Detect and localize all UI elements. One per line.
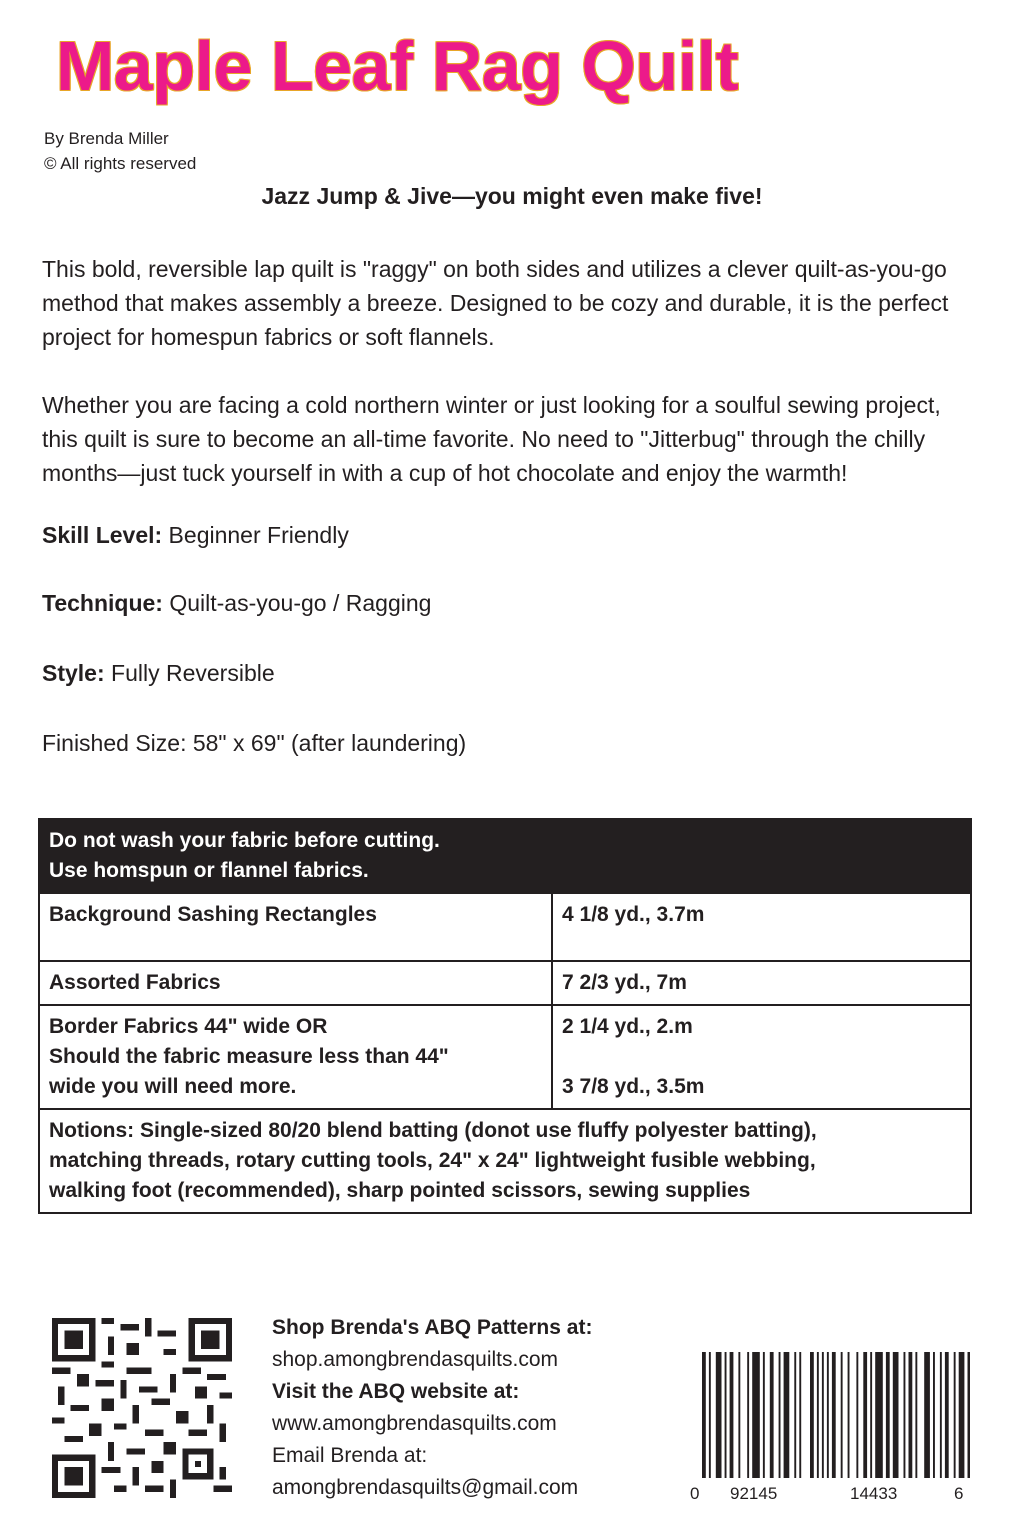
amount-line: 2 1/4 yd., 2.m bbox=[562, 1015, 693, 1038]
barcode-bar bbox=[915, 1352, 917, 1478]
skill-value: Beginner Friendly bbox=[162, 522, 349, 548]
barcode-icon bbox=[688, 1352, 970, 1482]
notions-line: Notions: Single-sized 80/20 blend batting (donot use fluffy polyester batting), bbox=[49, 1119, 817, 1142]
barcode-bar bbox=[875, 1352, 883, 1478]
barcode-bar bbox=[954, 1352, 956, 1478]
barcode-bar bbox=[822, 1352, 824, 1478]
barcode-bar bbox=[738, 1352, 740, 1478]
style-label: Style: bbox=[42, 660, 105, 686]
finished-size: Finished Size: 58" x 69" (after laundering) bbox=[42, 730, 467, 756]
barcode-bar bbox=[702, 1352, 706, 1478]
item-cell: Assorted Fabrics bbox=[39, 961, 552, 1005]
barcode-bar bbox=[848, 1352, 850, 1478]
barcode-bar bbox=[779, 1352, 781, 1478]
barcode-bar bbox=[827, 1352, 829, 1478]
barcode-bar bbox=[763, 1352, 765, 1478]
table-header-row bbox=[39, 819, 971, 893]
table-header-cell bbox=[552, 819, 971, 893]
item-cell: Background Sashing Rectangles bbox=[39, 893, 552, 961]
fabric-requirements-table bbox=[38, 818, 972, 1214]
shop-link[interactable]: shop.amongbrendasquilts.com bbox=[272, 1348, 559, 1371]
amount-cell: 4 1/8 yd., 3.7m bbox=[552, 893, 971, 961]
amount-cell: 7 2/3 yd., 7m bbox=[552, 961, 971, 1005]
barcode-bar bbox=[841, 1352, 843, 1478]
shop-label: Shop Brenda's ABQ Patterns at: bbox=[272, 1316, 593, 1339]
notions-line: matching threads, rotary cutting tools, 24" x 24" lightweight fusible webbing, bbox=[49, 1149, 816, 1172]
amount-spacer bbox=[562, 1042, 961, 1072]
skill-label: Skill Level: bbox=[42, 522, 163, 548]
barcode-bar bbox=[709, 1352, 711, 1478]
barcode-bar bbox=[817, 1352, 819, 1478]
item-cell bbox=[39, 1005, 552, 1109]
barcode-bar bbox=[770, 1352, 774, 1478]
barcode-bar bbox=[799, 1352, 801, 1478]
header-line: Do not wash your fabric before cutting. bbox=[49, 829, 440, 852]
barcode-bar bbox=[832, 1352, 836, 1478]
border-line: wide you will need more. bbox=[49, 1075, 297, 1098]
barcode-bar bbox=[893, 1352, 899, 1478]
barcode-digits: 92145 bbox=[730, 1484, 778, 1503]
barcode-bar bbox=[863, 1352, 867, 1478]
barcode-bar bbox=[716, 1352, 722, 1478]
email-link[interactable]: amongbrendasquilts@gmail.com bbox=[272, 1476, 579, 1499]
barcode-bar bbox=[909, 1352, 913, 1478]
page-title: Maple Leaf Rag Quilt bbox=[56, 27, 739, 105]
border-line: Border Fabrics 44" wide OR bbox=[49, 1015, 328, 1038]
shop-info bbox=[272, 1312, 592, 1504]
amount-cell bbox=[552, 1005, 971, 1109]
table-header-cell bbox=[39, 819, 552, 893]
byline bbox=[44, 126, 196, 176]
qr-code-icon[interactable] bbox=[52, 1318, 232, 1498]
barcode-bar bbox=[933, 1352, 935, 1478]
barcode-bar bbox=[904, 1352, 906, 1478]
barcode-bar bbox=[794, 1352, 796, 1478]
technique bbox=[42, 590, 431, 617]
table-row bbox=[39, 893, 971, 961]
author: By Brenda Miller bbox=[44, 129, 169, 148]
barcode-bar bbox=[870, 1352, 872, 1478]
barcode-bar bbox=[747, 1352, 749, 1478]
barcode-digit: 6 bbox=[954, 1484, 964, 1503]
barcode-bar bbox=[856, 1352, 858, 1478]
barcode-bar bbox=[924, 1352, 930, 1478]
style-value: Fully Reversible bbox=[104, 660, 275, 686]
notions-cell bbox=[39, 1109, 971, 1213]
amount-line: 3 7/8 yd., 3.5m bbox=[562, 1075, 705, 1098]
table-row bbox=[39, 1005, 971, 1109]
barcode-digit: 0 bbox=[690, 1484, 700, 1503]
table-row bbox=[39, 961, 971, 1005]
barcode-digits: 14433 bbox=[850, 1484, 898, 1503]
description-paragraph: This bold, reversible lap quilt is "raggy" on both sides and utilizes a clever quilt-as-you-go method that makes assembly a breeze. Designed to be cozy and durable, it is the perfect project for homespun fabrics or soft flannels. bbox=[42, 256, 949, 350]
style bbox=[42, 660, 275, 687]
barcode-bar bbox=[959, 1352, 965, 1478]
barcode-bar bbox=[784, 1352, 790, 1478]
copyright: © All rights reserved bbox=[44, 154, 197, 173]
barcode-bar bbox=[810, 1352, 814, 1478]
skill-level bbox=[42, 522, 349, 549]
website-link[interactable]: www.amongbrendasquilts.com bbox=[272, 1412, 557, 1435]
technique-value: Quilt-as-you-go / Ragging bbox=[162, 590, 432, 616]
barcode-bar bbox=[752, 1352, 760, 1478]
barcode-bar bbox=[940, 1352, 942, 1478]
technique-label: Technique: bbox=[42, 590, 163, 616]
barcode-bar bbox=[886, 1352, 890, 1478]
tagline: Jazz Jump & Jive—you might even make five! bbox=[261, 183, 763, 209]
website-label: Visit the ABQ website at: bbox=[272, 1380, 520, 1403]
barcode-bar bbox=[730, 1352, 734, 1478]
barcode-bar bbox=[945, 1352, 949, 1478]
border-line: Should the fabric measure less than 44" bbox=[49, 1045, 449, 1068]
notions-line: walking foot (recommended), sharp pointed scissors, sewing supplies bbox=[49, 1179, 751, 1202]
table-row bbox=[39, 1109, 971, 1213]
barcode-bar bbox=[968, 1352, 971, 1478]
description-paragraph: Whether you are facing a cold northern winter or just looking for a soulful sewing project, this quilt is sure to become an all-time favorite. No need to "Jitterbug" through the chilly months—just tuck yourself in with a cup of hot chocolate and enjoy the warmth! bbox=[42, 392, 941, 486]
email-label: Email Brenda at: bbox=[272, 1444, 428, 1467]
header-line: Use homspun or flannel fabrics. bbox=[49, 859, 369, 882]
barcode-bar bbox=[725, 1352, 727, 1478]
